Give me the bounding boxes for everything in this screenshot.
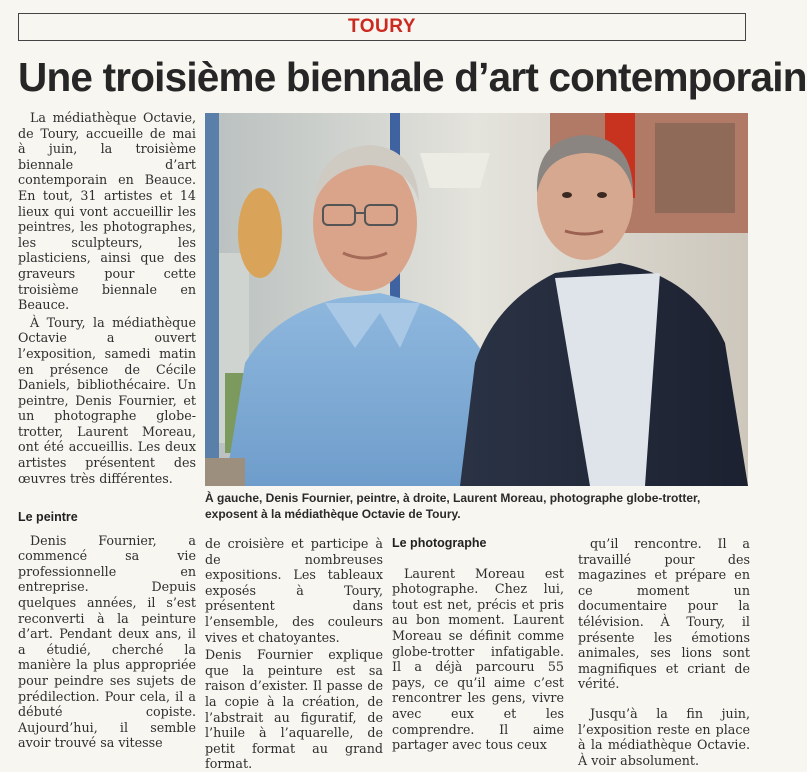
photographe-column-continued [578,536,750,768]
photographe-text: Laurent Moreau est photographe. Chez lui, tout est net, précis et pris au bon moment. Laurent Moreau se définit comme globe-trotter infatigable. Il a déjà parcouru 55 pays, ce qu’il aime c’est rencontrer les gens, vivre avec eux et les comprendre. Il aime partager avec tous ceux [392,565,564,753]
intro-paragraph: À Toury, la médiathèque Octavie a ouvert l’exposition, samedi matin en présence de Cécile Daniels, bibliothécaire. Un peintre, Denis Fournier, et un photographe globe-trotter, Laurent Moreau, ont été accueillis. Les deux artistes présentent des œuvres très différentes. [18,314,196,486]
section-rubric [18,13,746,41]
article-headline: Une troisième biennale d’art contemporain [18,54,807,100]
photo-caption: À gauche, Denis Fournier, peintre, à droite, Laurent Moreau, photographe globe-trotter, exposent à la médiathèque Octavie de Toury. [205,491,701,521]
section-heading-peintre: Le peintre [18,510,78,524]
peintre-column-continued [205,536,383,772]
photographe-text-closing: Jusqu’à la fin juin, l’exposition reste en place à la médiathèque Octavie. À voir absolument. [578,705,750,768]
photographe-text-continued: qu’il rencontre. Il a travaillé pour des magazines et prépare en ce moment un documentaire pour la télévision. À Toury, il présente les émotions animales, ses lions sont magnifiques et criant de vérité. [578,536,750,692]
photo-illustration [205,113,748,486]
peintre-text-quote: Denis Fournier explique que la peinture est sa raison d’exister. Il passe de la copie à la création, de l’abstrait au figuratif, de l’huile à l’aquarelle, de petit format au grand format. [205,647,383,772]
photographe-column [392,536,564,760]
section-heading-photographe: Le photographe [392,536,487,550]
article-photo [205,113,748,486]
peintre-text-continued: de croisière et participe à de nombreuses expositions. Les tableaux exposés à Toury, présentent dans l’ensemble, des couleurs vives et chatoyantes. [205,536,383,645]
intro-column [18,110,196,502]
intro-paragraph: La médiathèque Octavie, de Toury, accueille de mai à juin, la troisième biennale d’art contemporain en Beauce. En tout, 31 artistes et 14 lieux qui vont accueillir les peintres, les photographes, les sculpteurs, les plasticiens, ainsi que des graveurs pour cette troisième biennale en Beauce. [18,110,196,313]
peintre-column [18,510,196,760]
section-label: TOURY [348,16,416,37]
peintre-text: Denis Fournier, a commencé sa vie professionnelle en entreprise. Depuis quelques années, il s’est reconverti à la peinture d’art. Pendant deux ans, il a étudié, cherché la manière la plus appropriée pour peindre ses sujets de prédilection. Pour cela, il a débuté copiste. Aujourd’hui, il semble avoir trouvé sa vitesse [18,532,196,751]
